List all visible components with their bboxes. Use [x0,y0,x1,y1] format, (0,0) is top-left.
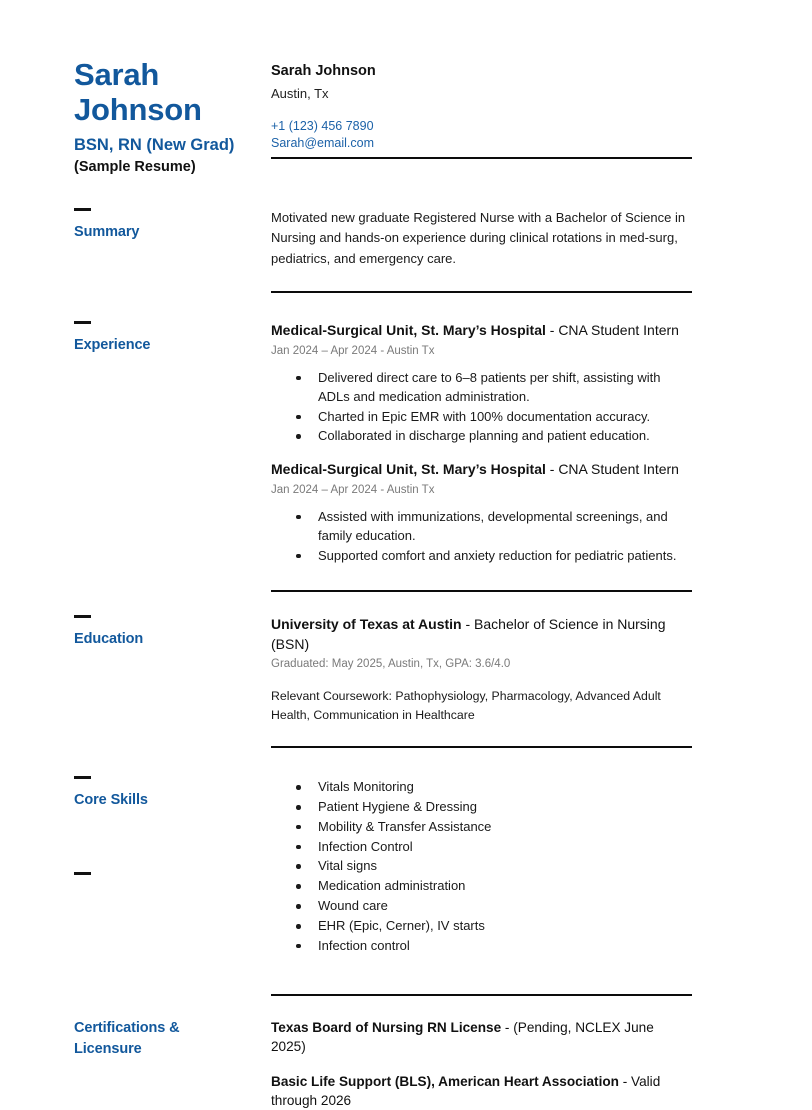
section-summary [74,208,692,294]
list-item: Supported comfort and anxiety reduction for pediatric patients. [296,547,692,566]
header-divider [271,157,692,159]
list-item: Medication administration [296,877,692,896]
header-contact-block [271,58,692,159]
section-experience [74,321,692,592]
section-dash-icon [74,776,91,779]
section-title-experience: Experience [74,337,151,354]
credentials-line: BSN, RN (New Grad) [74,136,235,155]
section-core-skills [74,776,692,996]
list-item: Assisted with immunizations, developmental screenings, and family education. [296,508,692,546]
list-item: Wound care [296,897,692,916]
education-entry-title [271,615,692,654]
certification-entry [271,1018,692,1056]
experience-entry [271,321,692,446]
section-dash-icon [74,615,91,618]
section-dash-icon [74,208,91,211]
header [74,58,692,177]
skills-body [271,776,692,996]
experience-bullet-list [271,508,692,566]
list-item: Mobility & Transfer Assistance [296,818,692,837]
experience-body [271,321,692,592]
summary-divider [271,291,692,293]
section-title-summary: Summary [74,223,140,240]
list-item: Delivered direct care to 6–8 patients per shift, assisting with ADLs and medication administration. [296,369,692,407]
section-dash-icon [74,321,91,324]
phone-link[interactable]: +1 (123) 456 7890 [271,119,374,134]
education-meta: Graduated: May 2025, Austin, Tx, GPA: 3.6/4.0 [271,657,511,670]
section-title-certifications [74,1018,261,1060]
certifications-title-line1: Certifications & [74,1019,180,1036]
education-degree: - Bachelor of Science in Nursing (BSN) [271,616,666,652]
certification-name: Basic Life Support (BLS), American Heart Association [271,1073,619,1089]
section-education [74,591,692,748]
summary-text: Motivated new graduate Registered Nurse with a Bachelor of Science in Nursing and hands-on experience during clinical rotations in med-surg, pediatrics, and emergency care. [271,209,686,266]
education-school: University of Texas at Austin [271,616,462,633]
summary-body [271,208,692,294]
header-name-block [74,58,271,177]
experience-entry-role: - CNA Student Intern [545,322,679,339]
contact-links [271,118,692,151]
experience-entry-org: Medical-Surgical Unit, St. Mary’s Hospital [271,461,546,478]
experience-entry [271,460,692,565]
education-heading-block [74,591,271,650]
list-item: Vitals Monitoring [296,778,692,797]
experience-entry-title [271,321,692,340]
section-dash-icon [74,872,91,875]
list-item: Charted in Epic EMR with 100% documentation accuracy. [296,408,692,427]
page-title [74,58,261,127]
certification-detail: - (Pending, NCLEX June 2025) [271,1019,654,1054]
list-item: EHR (Epic, Cerner), IV starts [296,917,692,936]
list-item: Infection control [296,937,692,956]
experience-entry-role: - CNA Student Intern [545,461,679,478]
summary-heading-block [74,208,271,243]
first-name: Sarah [74,57,160,92]
last-name: Johnson [74,91,202,127]
experience-heading-block [74,321,271,356]
certifications-heading-block [74,994,271,1060]
section-title-core-skills: Core Skills [74,792,148,809]
section-title-education: Education [74,631,144,648]
skills-heading-block [74,776,271,811]
contact-name: Sarah Johnson [271,63,376,79]
experience-entry-title [271,460,692,479]
header-divider-wrap [271,152,692,159]
certification-name: Texas Board of Nursing RN License [271,1019,502,1035]
certifications-title-line2: Licensure [74,1040,142,1057]
email-link[interactable]: Sarah@email.com [271,136,375,151]
list-item: Vital signs [296,857,692,876]
list-item: Infection Control [296,838,692,857]
experience-entry-meta: Jan 2024 – Apr 2024 - Austin Tx [271,483,435,496]
certification-detail: - Valid through 2026 [271,1073,661,1108]
skills-list [271,778,692,956]
experience-entry-meta: Jan 2024 – Apr 2024 - Austin Tx [271,344,435,357]
list-item: Collaborated in discharge planning and patient education. [296,427,692,446]
experience-bullet-list [271,369,692,446]
contact-location: Austin, Tx [271,85,329,101]
education-divider [271,746,692,748]
sample-resume-note: (Sample Resume) [74,158,196,175]
education-body [271,591,692,748]
experience-entry-org: Medical-Surgical Unit, St. Mary’s Hospital [271,322,546,339]
education-coursework: Relevant Coursework: Pathophysiology, Pharmacology, Advanced Adult Health, Communication in Healthcare [271,689,661,722]
list-item: Patient Hygiene & Dressing [296,798,692,817]
certification-entry [271,1072,692,1110]
